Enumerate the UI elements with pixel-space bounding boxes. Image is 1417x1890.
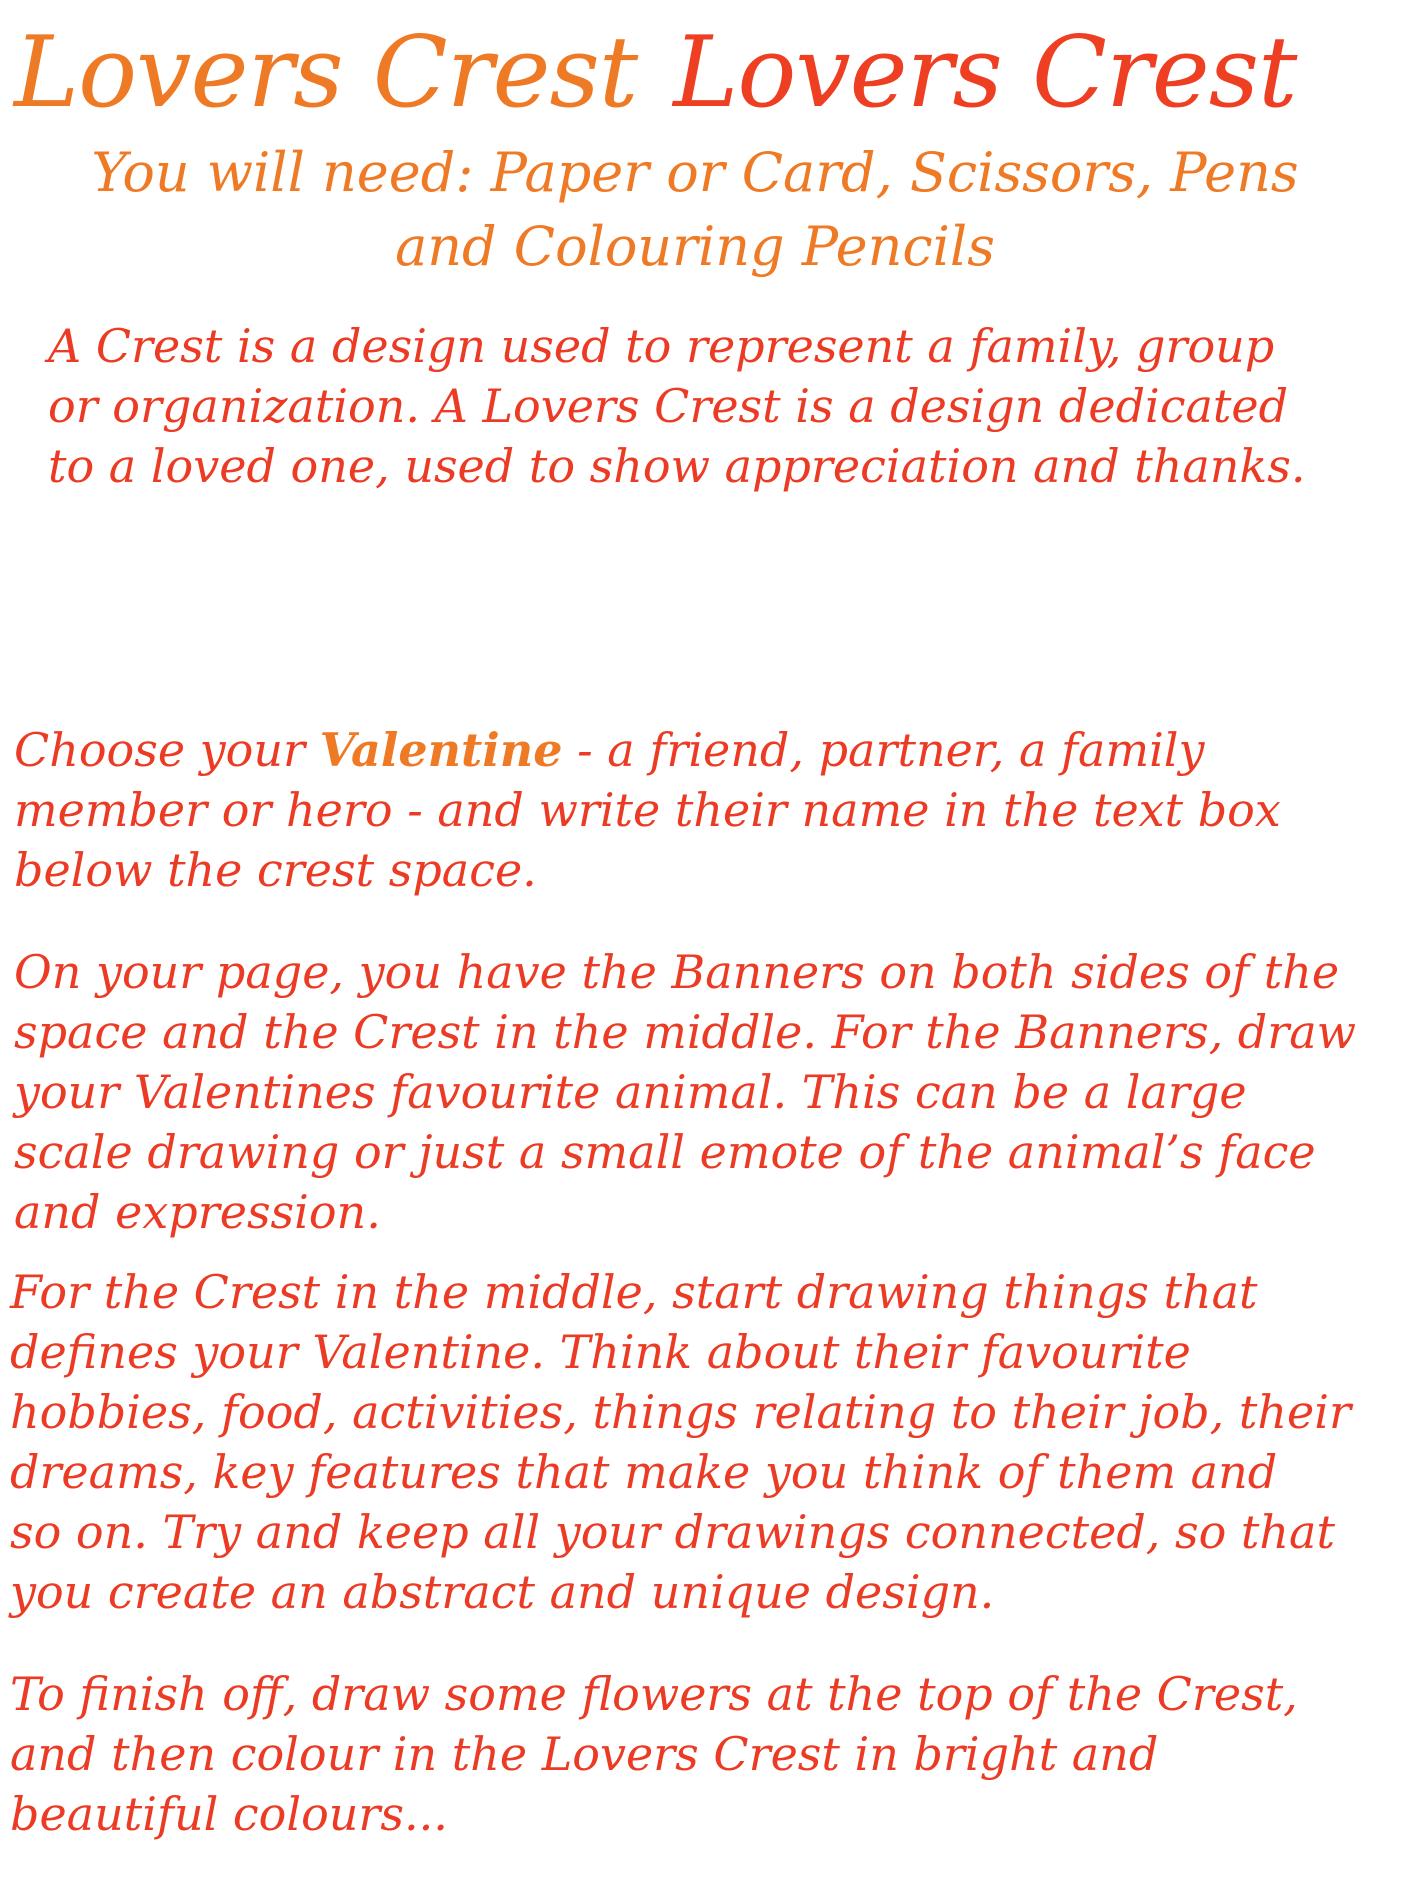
crest-paragraph: For the Crest in the middle, start drawing things that defines your Valentine. Think about their favourite hobbies, food, activities, things relating to their job, their dreams, key features that make you think of them and so on. Try and keep all your drawings connected, so that you create an abstract and unique design. <box>10 1265 1351 1619</box>
title-part-orange: Lovers Crest <box>14 16 638 130</box>
materials-needed <box>0 136 1390 284</box>
banners-paragraph: On your page, you have the Banners on both sides of the space and the Crest in the middle. For the Banners, draw your Valentines favourite animal. This can be a large scale drawing or just a small emote of the animal’s face and expression. <box>14 945 1357 1239</box>
page-title <box>14 14 1414 132</box>
valentine-highlight: Valentine <box>319 723 563 777</box>
title-part-red: Lovers Crest <box>673 16 1297 130</box>
finish-paragraph: To finish off, draw some flowers at the top of the Crest, and then colour in the Lovers Crest in bright and beautiful colours... <box>10 1667 1298 1841</box>
choose-text-before: Choose your <box>14 723 320 777</box>
choose-valentine-paragraph <box>14 720 1404 900</box>
choose-text-after: - a friend, partner, a family member or hero - and write their name in the text box below the crest space. <box>14 723 1281 897</box>
intro-paragraph: A Crest is a design used to represent a family, group or organization. A Lovers Crest is a design dedicated to a loved one, used to show appreciation and thanks. <box>48 319 1306 493</box>
materials-line-1: You will need: Paper or Card, Scissors, Pens <box>91 141 1299 204</box>
materials-line-2: and Colouring Pencils <box>395 215 995 278</box>
